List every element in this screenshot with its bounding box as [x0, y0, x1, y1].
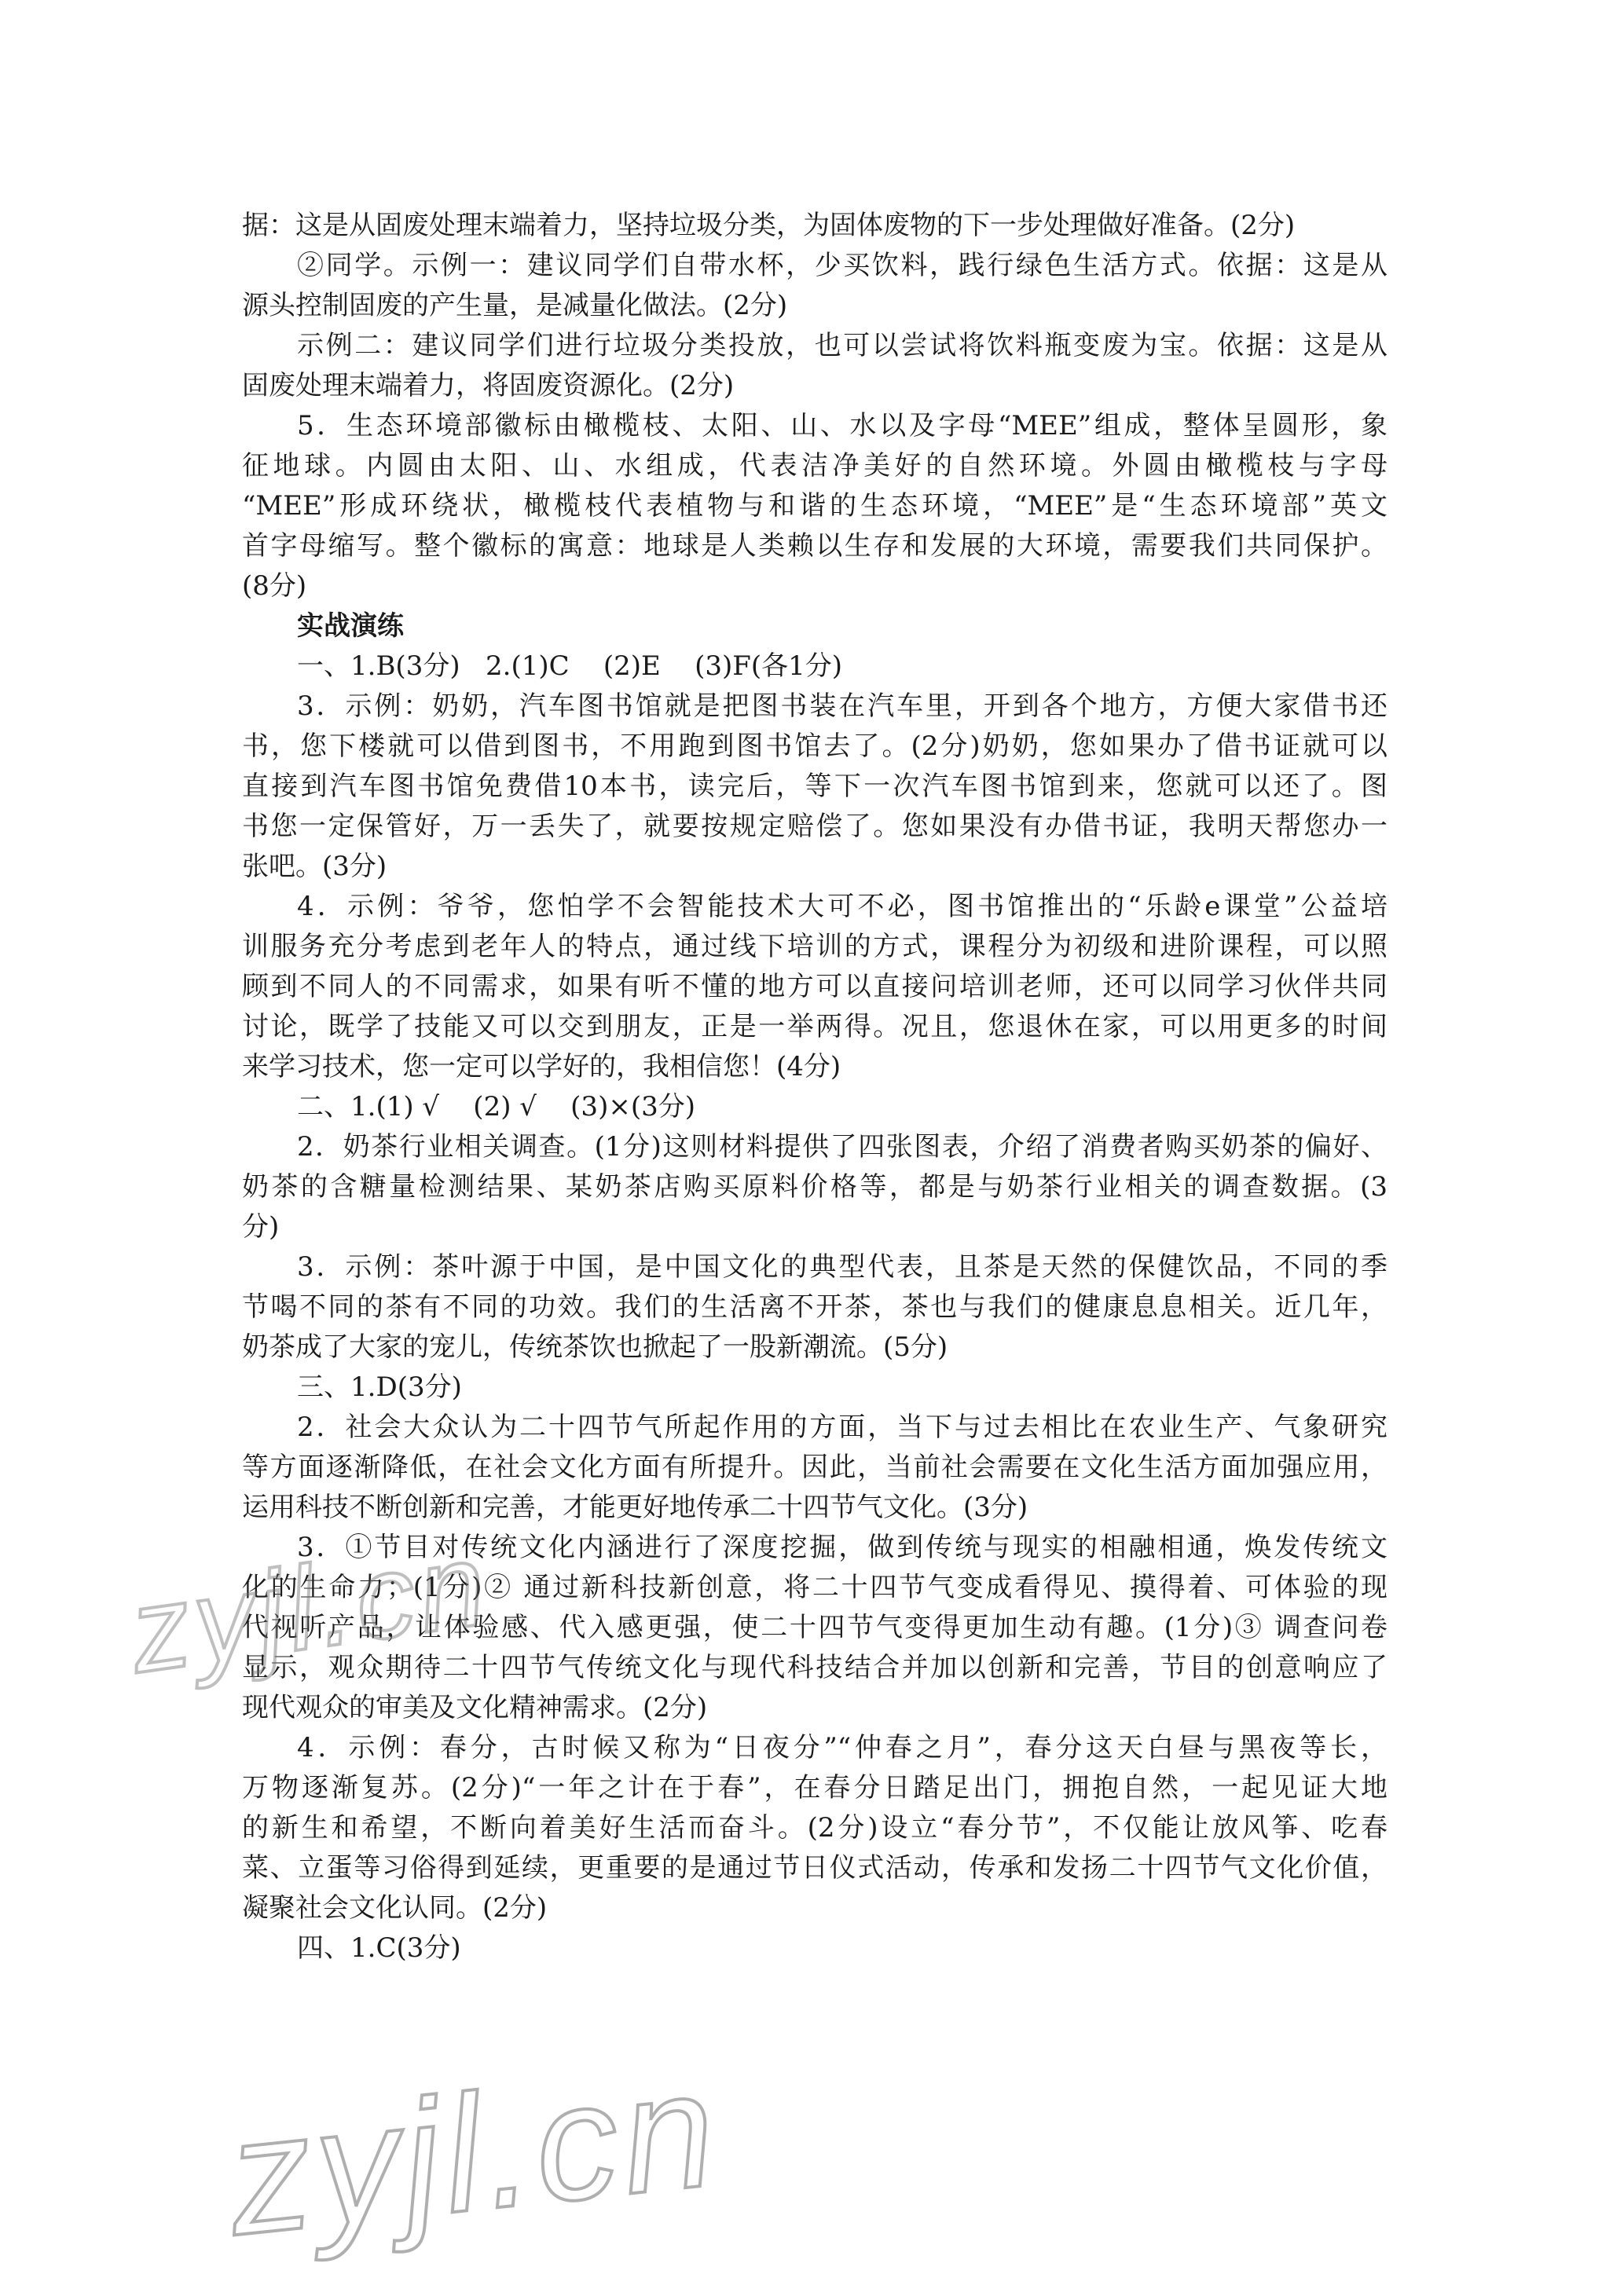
text-line: 来学习技术，您一定可以学好的，我相信您！(4分)	[242, 1051, 841, 1082]
text-line: 示例二：建议同学们进行垃圾分类投放，也可以尝试将饮料瓶变废为宝。依据：这是从	[297, 330, 1388, 361]
text-line: 化的生命力；(1分)② 通过新科技新创意，将二十四节气变成看得见、摸得着、可体验的现	[242, 1572, 1388, 1603]
text-line: 奶茶的含糖量检测结果、某奶茶店购买原料价格等，都是与奶茶行业相关的调查数据。(3	[242, 1171, 1388, 1203]
watermark-bottom: zyjl.cn	[219, 2034, 728, 2271]
text-line: 4．示例：春分，古时候又称为“日夜分”“仲春之月”，春分这天白昼与黑夜等长，	[297, 1732, 1388, 1763]
text-line: “MEE”形成环绕状，橄榄枝代表植物与和谐的生态环境，“MEE”是“生态环境部”英文	[242, 490, 1388, 522]
text-line: 的新生和希望，不断向着美好生活而奋斗。(2分)设立“春分节”，不仅能让放风筝、吃春	[242, 1812, 1388, 1844]
text-line: 顾到不同人的不同需求，如果有听不懂的地方可以直接问培训老师，还可以同学习伙伴共同	[242, 971, 1388, 1002]
text-line: 三、1.D(3分)	[297, 1371, 462, 1403]
text-line: 张吧。(3分)	[242, 851, 387, 882]
text-line: 2．奶茶行业相关调查。(1分)这则材料提供了四张图表，介绍了消费者购买奶茶的偏好、	[297, 1131, 1388, 1163]
text-line: ②同学。示例一：建议同学们自带水杯，少买饮料，践行绿色生活方式。依据：这是从	[297, 250, 1388, 281]
text-line: 5．生态环境部徽标由橄榄枝、太阳、山、水以及字母“MEE”组成，整体呈圆形，象	[297, 410, 1388, 441]
section-heading: 实战演练	[297, 610, 404, 642]
text-line: 运用科技不断创新和完善，才能更好地传承二十四节气文化。(3分)	[242, 1492, 1028, 1523]
text-line: 二、1.(1) √ (2) √ (3)×(3分)	[297, 1091, 695, 1122]
text-line: 万物逐渐复苏。(2分)“一年之计在于春”，在春分日踏足出门，拥抱自然，一起见证大地	[242, 1772, 1388, 1803]
text-line: 4．示例：爷爷，您怕学不会智能技术大可不必，图书馆推出的“乐龄e课堂”公益培	[297, 891, 1388, 922]
text-line: 3．①节目对传统文化内涵进行了深度挖掘，做到传统与现实的相融相通，焕发传统文	[297, 1532, 1388, 1563]
text-line: 书，您下楼就可以借到图书，不用跑到图书馆去了。(2分)奶奶，您如果办了借书证就可以	[242, 731, 1388, 762]
text-line: 显示，观众期待二十四节气传统文化与现代科技结合并加以创新和完善，节目的创意响应了	[242, 1652, 1388, 1683]
text-line: 代视听产品，让体验感、代入感更强，使二十四节气变得更加生动有趣。(1分)③ 调查问卷	[242, 1612, 1388, 1643]
text-line: 奶茶成了大家的宠儿，传统茶饮也掀起了一股新潮流。(5分)	[242, 1331, 948, 1363]
text-line: 等方面逐渐降低，在社会文化方面有所提升。因此，当前社会需要在文化生活方面加强应用，	[242, 1452, 1388, 1483]
watermark-mid: zyjl.cn	[122, 1516, 498, 1698]
text-line: 分)	[242, 1211, 280, 1243]
text-line: 菜、立蛋等习俗得到延续，更重要的是通过节日仪式活动，传承和发扬二十四节气文化价值，	[242, 1852, 1388, 1884]
text-line: 一、1.B(3分) 2.(1)C (2)E (3)F(各1分)	[297, 650, 842, 682]
text-line: 节喝不同的茶有不同的功效。我们的生活离不开茶，茶也与我们的健康息息相关。近几年，	[242, 1291, 1388, 1323]
text-line: 讨论，既学了技能又可以交到朋友，正是一举两得。况且，您退休在家，可以用更多的时间	[242, 1011, 1388, 1042]
text-line: 源头控制固废的产生量，是减量化做法。(2分)	[242, 290, 788, 321]
text-line: 训服务充分考虑到老年人的特点，通过线下培训的方式，课程分为初级和进阶课程，可以照	[242, 931, 1388, 962]
text-line: 3．示例：茶叶源于中国，是中国文化的典型代表，且茶是天然的保健饮品，不同的季	[297, 1251, 1388, 1283]
text-line: 2．社会大众认为二十四节气所起作用的方面，当下与过去相比在农业生产、气象研究	[297, 1412, 1388, 1443]
text-line: 据：这是从固废处理末端着力，坚持垃圾分类，为固体废物的下一步处理做好准备。(2分)	[242, 210, 1296, 241]
text-line: 凝聚社会文化认同。(2分)	[242, 1892, 548, 1924]
text-line: (8分)	[242, 570, 307, 602]
text-line: 直接到汽车图书馆免费借10本书，读完后，等下一次汽车图书馆到来，您就可以还了。图	[242, 771, 1388, 802]
text-line: 书您一定保管好，万一丢失了，就要按规定赔偿了。您如果没有办借书证，我明天帮您办一	[242, 811, 1388, 842]
text-line: 固废处理末端着力，将固废资源化。(2分)	[242, 370, 735, 401]
text-line: 征地球。内圆由太阳、山、水组成，代表洁净美好的自然环境。外圆由橄榄枝与字母	[242, 450, 1388, 482]
text-line: 3．示例：奶奶，汽车图书馆就是把图书装在汽车里，开到各个地方，方便大家借书还	[297, 690, 1388, 722]
text-line: 首字母缩写。整个徽标的寓意：地球是人类赖以生存和发展的大环境，需要我们共同保护。	[242, 530, 1388, 562]
answer-page	[242, 206, 1388, 1968]
text-line: 四、1.C(3分)	[297, 1932, 461, 1964]
text-line: 现代观众的审美及文化精神需求。(2分)	[242, 1692, 708, 1723]
